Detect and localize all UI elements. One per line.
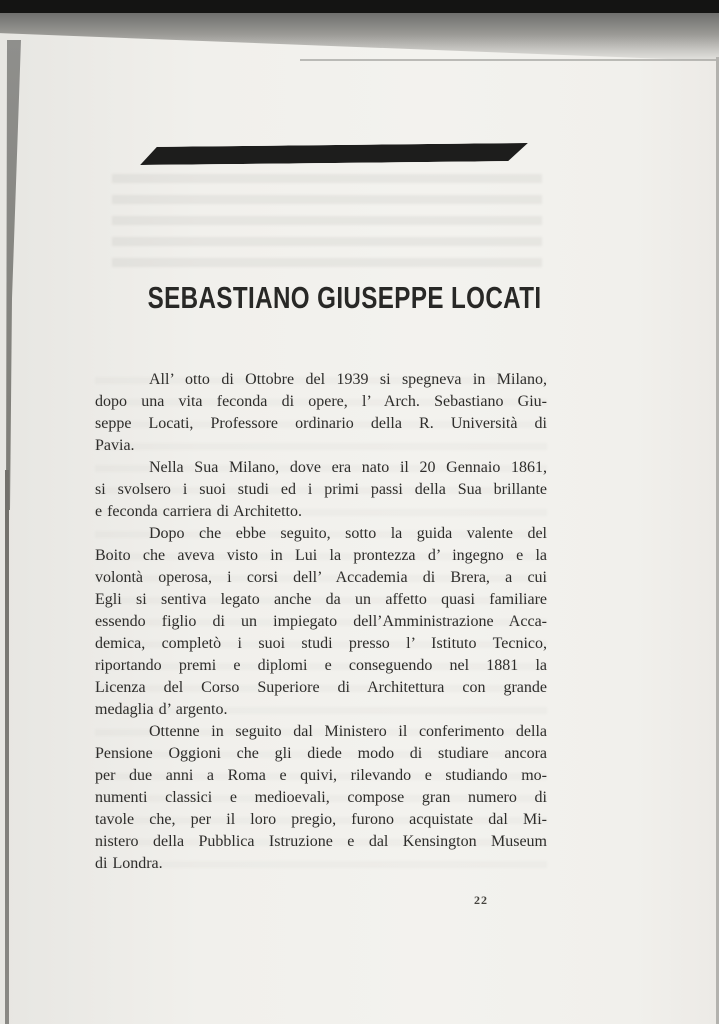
text-line: nistero della Pubblica Istruzione e dal Kensington Museum [95, 833, 547, 850]
text-line: per due anni a Roma e quivi, rilevando e studiando mo- [95, 767, 547, 784]
text-line: Licenza del Corso Superiore di Architettura con grande [95, 679, 547, 696]
text-line: si svolsero i suoi studi ed i primi passi della Sua brillante [95, 481, 547, 498]
decorative-rule [140, 143, 528, 165]
text-line: Dopo che ebbe seguito, sotto la guida valente del [149, 525, 547, 542]
text-line: Nella Sua Milano, dove era nato il 20 Gennaio 1861, [149, 459, 547, 476]
text-line: essendo figlio di un impiegato dell’Amministrazione Acca- [95, 613, 547, 630]
book-top-edge [0, 13, 719, 61]
text-line: demica, completò i suoi studi presso l’ Istituto Tecnico, [95, 635, 547, 652]
scanner-top-edge [0, 0, 719, 13]
text-line: numenti classici e medioevali, compose gran numero di [95, 789, 547, 806]
book-left-edge-line [5, 470, 9, 1024]
page-number: 22 [474, 893, 488, 907]
text-line: riportando premi e diplomi e conseguendo nel 1881 la [95, 657, 547, 674]
paragraph [95, 369, 547, 457]
text-line: medaglia d’ argento. [95, 701, 228, 718]
paragraph [95, 523, 547, 721]
text-line: tavole che, per il loro pregio, furono acquistate dal Mi- [95, 811, 547, 828]
ink-bleedthrough-top [112, 168, 542, 276]
text-line: di Londra. [95, 855, 163, 872]
book-left-edge [5, 40, 25, 510]
text-line: Boito che aveva visto in Lui la prontezza d’ ingegno e la [95, 547, 547, 564]
paragraph [95, 721, 547, 875]
text-line: dopo una vita feconda di opere, l’ Arch. Sebastiano Giu- [95, 393, 547, 410]
page-title: SEBASTIANO GIUSEPPE LOCATI [147, 280, 542, 315]
text-line: e feconda carriera di Architetto. [95, 503, 302, 520]
text-line: All’ otto di Ottobre del 1939 si spegneva in Milano, [149, 371, 547, 388]
text-line: volontà operosa, i corsi dell’ Accademia di Brera, a cui [95, 569, 547, 586]
text-line: seppe Locati, Professore ordinario della R. Università di [95, 415, 547, 432]
text-line: Ottenne in seguito dal Ministero il conferimento della [149, 723, 547, 740]
paragraph [95, 457, 547, 523]
text-line: Egli si sentiva legato anche da un affetto quasi familiare [95, 591, 547, 608]
body-text [95, 369, 547, 875]
text-line: Pavia. [95, 437, 135, 454]
page-top-crease [300, 59, 719, 61]
text-line: Pensione Oggioni che gli diede modo di studiare ancora [95, 745, 547, 762]
